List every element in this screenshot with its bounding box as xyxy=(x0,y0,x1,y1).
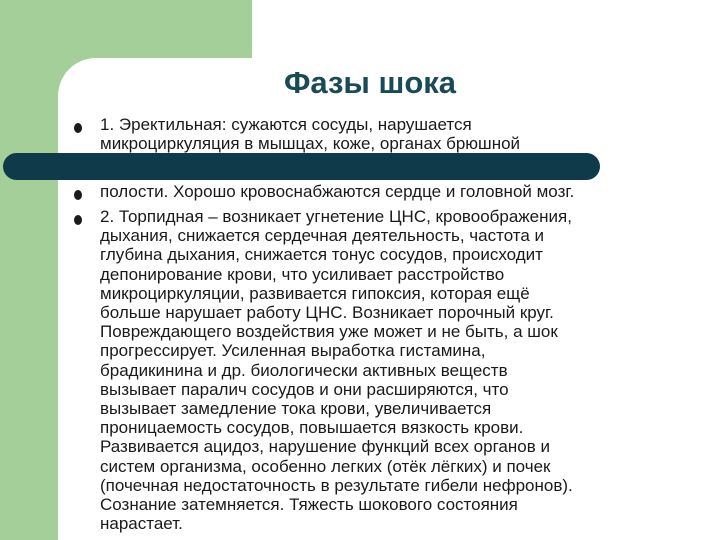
bullet-3-line-12: проницаемость сосудов, повышается вязкость крови. xyxy=(100,418,524,438)
bullet-3-line-14: систем организма, особенно легких (отёк лёгких) и почек xyxy=(100,456,551,476)
bullet-3-line-10: вызывает паралич сосудов и они расширяются, что xyxy=(100,379,509,399)
slide-title: Фазы шока xyxy=(283,65,457,100)
bullet-2-line-1: полости. Хорошо кровоснабжаются сердце и головной мозг. xyxy=(100,182,575,201)
bullet-3-line-1: 2. Торпидная – возникает угнетение ЦНС, кровоображения, xyxy=(100,207,572,226)
bullet-3-line-9: брадикинина и др. биологически активных веществ xyxy=(100,360,508,380)
bullet-text-3 xyxy=(100,207,573,533)
bullet-3-line-7: Повреждающего воздействия уже может и не быть, а шок xyxy=(100,322,558,342)
bullet-3-line-2: дыхания, снижается сердечная деятельность, частота и xyxy=(100,226,545,246)
bullet-marker-3 xyxy=(74,215,82,225)
bullet-3-line-11: вызывает замедление тока крови, увеличивается xyxy=(100,399,492,419)
bullet-3-line-4: депонирование крови, что усиливает расстройство xyxy=(100,264,505,284)
bullet-marker-1 xyxy=(74,123,82,133)
divider-bar xyxy=(3,153,600,180)
bullet-text-1 xyxy=(100,115,520,153)
bullet-3-line-3: глубина дыхания, снижается тонус сосудов, происходит xyxy=(100,245,543,265)
bullet-3-line-13: Развивается ацидоз, нарушение функций всех органов и xyxy=(100,437,550,457)
bullet-1-line-2: микроциркуляция в мышцах, коже, органах брюшной xyxy=(100,134,521,154)
bullet-text-2 xyxy=(100,182,574,201)
bullet-3-line-6: больше нарушает работу ЦНС. Возникает порочный круг. xyxy=(100,303,554,323)
bullet-1-line-1: 1. Эректильная: сужаются сосуды, нарушается xyxy=(100,115,472,134)
bullet-3-line-5: микроциркуляции, развивается гипоксия, которая ещё xyxy=(100,283,530,303)
bullet-3-line-15: (почечная недостаточность в результате гибели нефронов). xyxy=(100,475,573,495)
bullet-marker-2 xyxy=(74,190,82,200)
bullet-3-line-16: Сознание затемняется. Тяжесть шокового состояния xyxy=(100,495,518,515)
bullet-3-line-8: прогрессирует. Усиленная выработка гистамина, xyxy=(100,341,486,361)
bullet-3-line-17: нарастает. xyxy=(100,514,183,534)
